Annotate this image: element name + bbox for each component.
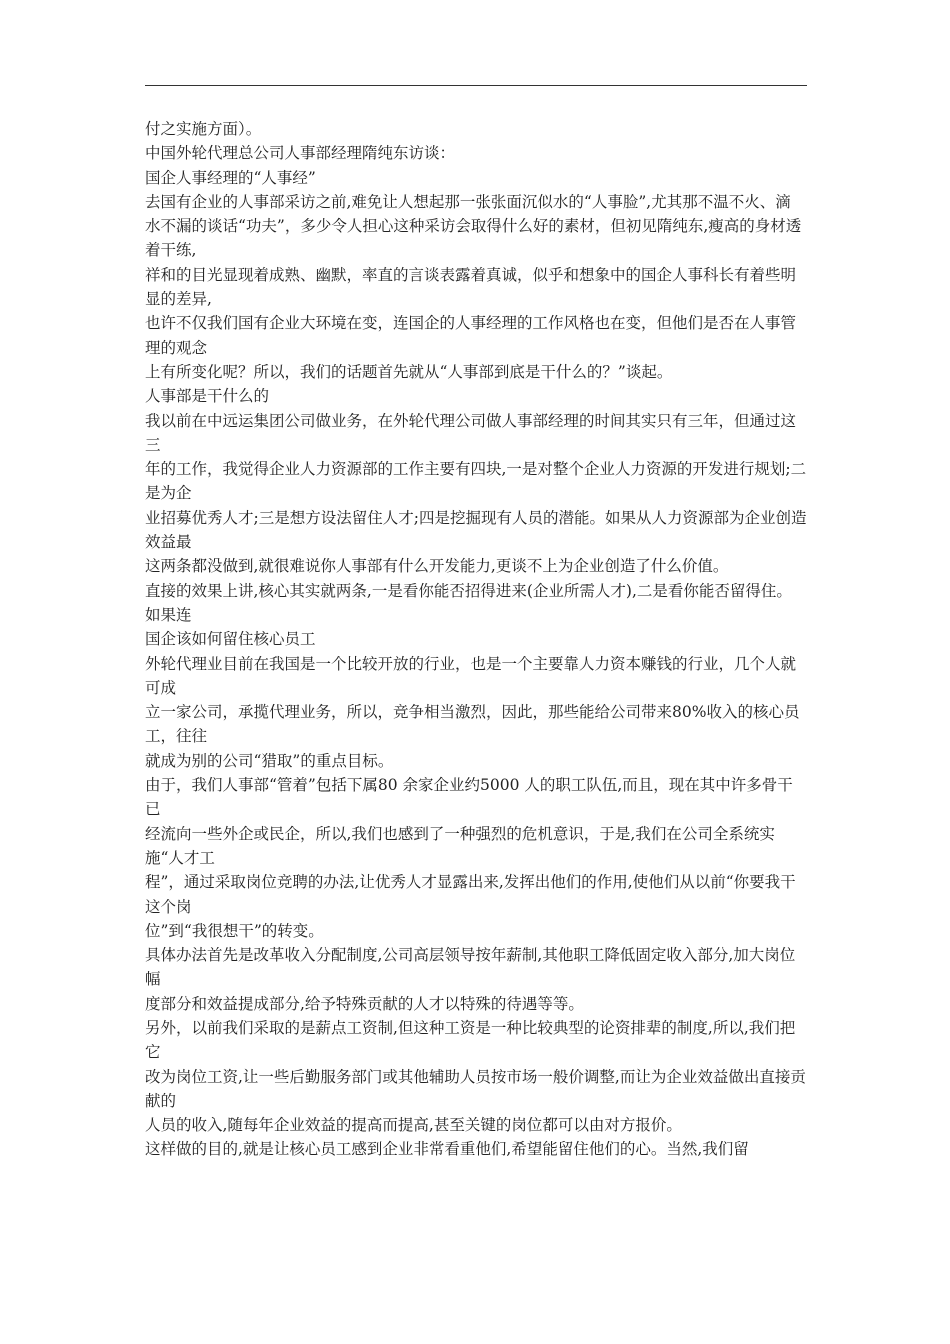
paragraph: 也许不仅我们国有企业大环境在变，连国企的人事经理的工作风格也在变，但他们是否在人事管理的观念 [145,314,797,357]
paragraph: 付之实施方面）。 [145,120,262,138]
paragraph: 立一家公司，承揽代理业务，所以，竞争相当激烈，因此，那些能给公司带来80%收入的核心员工，往往 [145,703,800,746]
paragraph: 年的工作，我觉得企业人力资源部的工作主要有四块,一是对整个企业人力资源的开发进行规划;二是为企 [145,460,807,503]
paragraph: 直接的效果上讲,核心其实就两条,一是看你能否招得进来(企业所需人才),二是看你能否留得住。如果连 [145,581,792,624]
paragraph: 中国外轮代理总公司人事部经理隋纯东访谈： [145,144,456,163]
paragraph: 由于，我们人事部“管着”包括下属80 余家企业约5000 人的职工队伍,而且，现在其中许多骨干已 [145,776,793,819]
paragraph: 我以前在中远运集团公司做业务，在外轮代理公司做人事部经理的时间其实只有三年，但通过这三 [145,411,797,454]
paragraph: 改为岗位工资,让一些后勤服务部门或其他辅助人员按市场一般价调整,而让为企业效益做出直接贡献的 [145,1067,806,1110]
paragraph: 就成为别的公司“猎取”的重点目标。 [145,751,394,770]
paragraph: 上有所变化呢？所以，我们的话题首先就从“人事部到底是干什么的？”谈起。 [145,362,673,381]
paragraph: 具体办法首先是改革收入分配制度,公司高层领导按年薪制,其他职工降低固定收入部分,加大岗位幅 [145,946,796,989]
paragraph: 位”到“我很想干”的转变。 [145,921,324,940]
paragraph: 经流向一些外企或民企，所以,我们也感到了一种强烈的危机意识，于是,我们在公司全系统实施“人才工 [145,824,775,867]
paragraph: 业招募优秀人才;三是想方设法留住人才;四是挖掘现有人员的潜能。如果从人力资源部为企业创造效益最 [145,508,807,552]
paragraph: 度部分和效益提成部分,给予特殊贡献的人才以特殊的待遇等等。 [145,994,584,1013]
paragraph: 外轮代理业目前在我国是一个比较开放的行业，也是一个主要靠人力资本赚钱的行业，几个人就可成 [145,654,797,697]
section-heading: 人事部是干什么的 [145,387,270,406]
section-heading: 国企该如何留住核心员工 [145,630,316,649]
paragraph: 另外，以前我们采取的是薪点工资制,但这种工资是一种比较典型的论资排辈的制度,所以,我们把它 [145,1018,796,1062]
paragraph: 这两条都没做到,就很难说你人事部有什么开发能力,更谈不上为企业创造了什么价值。 [145,557,729,576]
document-body [145,117,807,1162]
header-rule [145,85,807,86]
paragraph: 这样做的目的,就是让核心员工感到企业非常看重他们,希望能留住他们的心。当然,我们留 [145,1140,749,1159]
paragraph: 水不漏的谈话“功夫”，多少令人担心这种采访会取得什么好的素材，但初见隋纯东,瘦高的身材透着干练, [145,217,802,260]
section-heading: 国企人事经理的“人事经” [145,168,316,187]
paragraph: 去国有企业的人事部采访之前,难免让人想起那一张张面沉似水的“人事脸”,尤其那不温不火、滴 [145,192,791,211]
paragraph: 人员的收入,随每年企业效益的提高而提高,甚至关键的岗位都可以由对方报价。 [145,1116,682,1135]
paragraph: 祥和的目光显现着成熟、幽默，率直的言谈表露着真诚，似乎和想象中的国企人事科长有着些明显的差异, [145,265,797,309]
paragraph: 程”，通过采取岗位竞聘的办法,让优秀人才显露出来,发挥出他们的作用,使他们从以前“你要我干这个岗 [145,873,796,916]
